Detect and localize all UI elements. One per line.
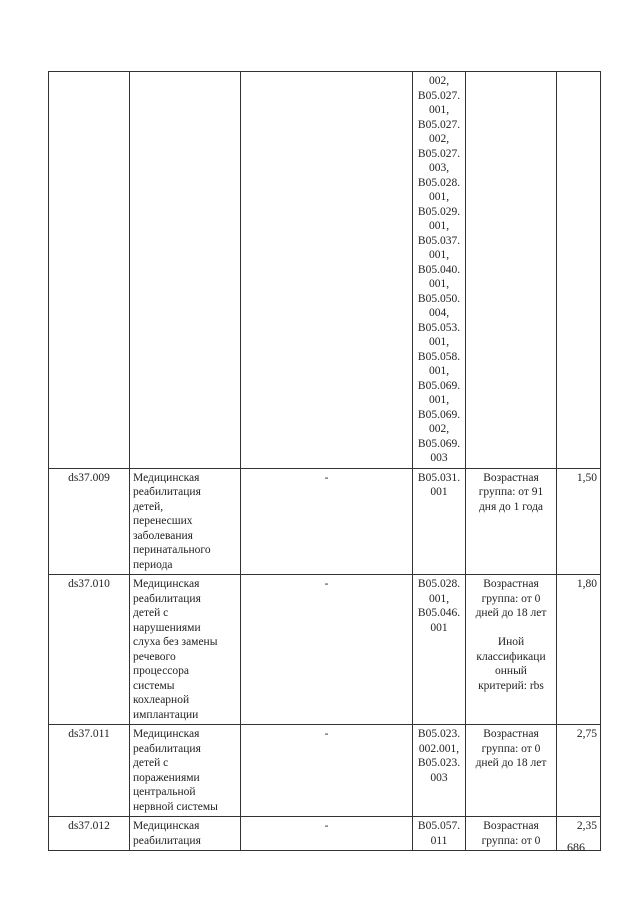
- service-code-line: 001: [430, 486, 448, 498]
- name-line: реабилитация: [133, 592, 201, 605]
- criteria-line: дня до 1 года: [478, 500, 544, 513]
- name-line: системы: [133, 679, 175, 692]
- service-code-line: 003: [430, 771, 448, 784]
- cell-service-codes: [413, 468, 466, 575]
- name-line: заболевания: [133, 529, 193, 542]
- cell-name: [130, 72, 241, 469]
- name-line: детей с: [133, 607, 169, 619]
- service-code-line: 001,: [428, 278, 450, 290]
- name-line: Медицинская: [133, 728, 200, 740]
- service-code-line: 004,: [428, 307, 450, 319]
- criteria-line: дней до 18 лет: [475, 607, 547, 619]
- service-code-line: B05.046.: [417, 607, 461, 619]
- cell-criteria: [466, 72, 557, 469]
- service-code-line: B05.023.: [417, 728, 461, 740]
- cell-coefficient: 2,75: [557, 725, 601, 817]
- cell-dash: -: [241, 817, 413, 851]
- name-line: периода: [133, 558, 173, 571]
- service-code-line: B05.027.: [417, 118, 461, 131]
- service-code-line: 002,: [428, 133, 450, 145]
- criteria-line: группа: от 0: [481, 742, 541, 755]
- service-code-line: B05.058.: [417, 350, 461, 363]
- criteria-line: Возрастная: [483, 578, 539, 590]
- service-code-line: 011: [430, 834, 448, 847]
- service-code-line: 001,: [428, 592, 450, 605]
- cell-criteria: [466, 725, 557, 817]
- service-code-line: B05.053.: [417, 321, 461, 334]
- service-code-line: B05.037.: [417, 234, 461, 247]
- criteria-line: онный: [495, 665, 527, 677]
- name-line: нарушениями: [133, 621, 201, 634]
- name-line: Медицинская: [133, 578, 200, 590]
- cell-coefficient: [557, 72, 601, 469]
- criteria-line: Возрастная: [483, 728, 539, 740]
- service-code-line: B05.027.: [417, 147, 461, 160]
- service-code-line: 001,: [428, 191, 450, 203]
- cell-code: ds37.010: [49, 575, 130, 725]
- cell-criteria: [466, 817, 557, 851]
- service-code-line: 001,: [428, 394, 450, 406]
- name-line: реабилитация: [133, 834, 201, 847]
- name-line: Медицинская: [133, 820, 200, 832]
- service-code-line: B05.031.: [417, 471, 461, 484]
- cell-code: ds37.011: [49, 725, 130, 817]
- name-line: реабилитация: [133, 742, 201, 755]
- cell-service-codes: [413, 575, 466, 725]
- service-code-line: 001,: [428, 104, 450, 116]
- name-line: кохлеарной: [133, 694, 190, 706]
- table-row: [49, 575, 601, 725]
- cell-dash: [241, 72, 413, 469]
- name-line: процессора: [133, 665, 190, 677]
- name-line: Медицинская: [133, 471, 200, 484]
- service-code-line: 002,: [428, 423, 450, 435]
- name-line: речевого: [133, 650, 176, 663]
- service-code-line: B05.029.: [417, 205, 461, 218]
- table-row-continuation: [49, 72, 601, 469]
- name-line: нервной системы: [133, 800, 218, 813]
- criteria-line: [469, 621, 553, 636]
- tariff-table: [48, 71, 601, 851]
- name-line: слуха без замены: [133, 636, 218, 648]
- criteria-line: Иной: [497, 636, 525, 648]
- criteria-line: группа: от 91: [478, 486, 544, 498]
- name-line: поражениями: [133, 771, 200, 784]
- criteria-line: группа: от 0: [481, 834, 541, 847]
- cell-coefficient: 1,80: [557, 575, 601, 725]
- service-code-line: 001,: [428, 249, 450, 261]
- service-code-line: B05.069.: [417, 408, 461, 421]
- name-line: детей с: [133, 757, 169, 769]
- cell-code: [49, 72, 130, 469]
- criteria-line: Возрастная: [483, 471, 539, 484]
- service-code-line: B05.040.: [417, 263, 461, 276]
- service-code-line: B05.069.: [417, 379, 461, 392]
- service-code-line: B05.057.: [417, 820, 461, 832]
- service-code-line: B05.028.: [417, 578, 461, 590]
- service-code-line: 003,: [428, 162, 450, 174]
- cell-coefficient: 2,35: [557, 817, 601, 851]
- cell-name: [130, 468, 241, 575]
- service-code-line: 001,: [428, 365, 450, 377]
- service-code-line: B05.027.: [417, 89, 461, 102]
- cell-service-codes: [413, 817, 466, 851]
- cell-service-codes: [413, 72, 466, 469]
- table-row: [49, 468, 601, 575]
- service-code-line: B05.069.: [417, 437, 461, 450]
- cell-dash: -: [241, 725, 413, 817]
- criteria-line: Возрастная: [483, 820, 539, 832]
- cell-dash: -: [241, 468, 413, 575]
- service-code-line: 001: [430, 621, 448, 634]
- criteria-line: группа: от 0: [481, 592, 541, 605]
- table-row: [49, 817, 601, 851]
- table-row: [49, 725, 601, 817]
- criteria-line: дней до 18 лет: [475, 757, 547, 769]
- name-line: реабилитация: [133, 486, 201, 498]
- cell-criteria: [466, 468, 557, 575]
- service-code-line: 003: [430, 452, 448, 464]
- service-code-line: B05.050.: [417, 292, 461, 305]
- service-code-line: B05.028.: [417, 176, 461, 189]
- page-number: 686: [567, 840, 585, 854]
- cell-name: [130, 725, 241, 817]
- cell-name: [130, 817, 241, 851]
- service-code-line: 001,: [428, 220, 450, 232]
- cell-coefficient: 1,50: [557, 468, 601, 575]
- name-line: имплантации: [133, 708, 199, 721]
- service-code-line: 001,: [428, 336, 450, 348]
- cell-dash: -: [241, 575, 413, 725]
- cell-criteria: [466, 575, 557, 725]
- cell-code: ds37.012: [49, 817, 130, 851]
- name-line: перенесших: [133, 515, 193, 527]
- service-code-line: B05.023.: [417, 757, 461, 769]
- cell-code: ds37.009: [49, 468, 130, 575]
- name-line: детей,: [133, 500, 164, 513]
- criteria-line: классификаци: [476, 650, 546, 663]
- service-code-line: 002,: [428, 75, 450, 87]
- cell-service-codes: [413, 725, 466, 817]
- name-line: центральной: [133, 786, 196, 798]
- service-code-line: 002.001,: [418, 742, 460, 755]
- name-line: перинатального: [133, 544, 211, 556]
- cell-name: [130, 575, 241, 725]
- criteria-line: критерий: rbs: [478, 679, 544, 692]
